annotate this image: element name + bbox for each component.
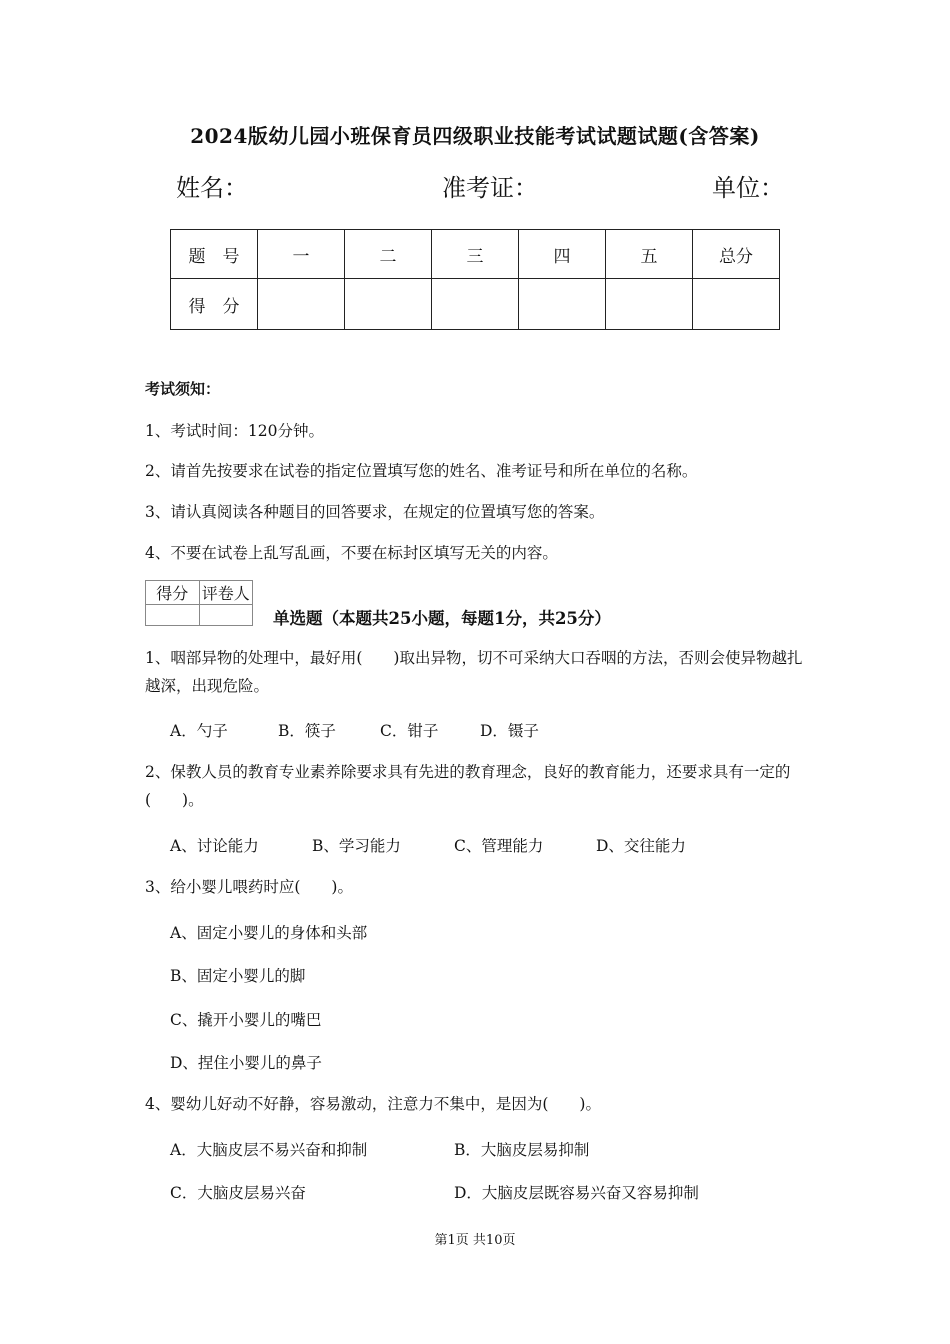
question-option: C、管理能力 [454,837,544,855]
notice-item: 4、不要在试卷上乱写乱画，不要在标封区填写无关的内容。 [145,544,558,562]
score-table-header-cell: 题 号 [171,230,258,279]
score-cell [519,279,606,330]
score-table-header-cell: 三 [432,230,519,279]
score-table [170,229,780,330]
question-option: B．大脑皮层易抑制 [454,1141,590,1159]
score-cell [606,279,693,330]
question-option: B、学习能力 [312,837,401,855]
score-row-label: 得 分 [171,279,258,330]
question-option: C．大脑皮层易兴奋 [170,1184,306,1202]
question-option: A．勺子 [170,722,228,740]
score-table-score-row [171,279,780,330]
question-option: A、讨论能力 [170,837,259,855]
page-footer: 第1页 共10页 [434,1233,516,1248]
section-title: 单选题（本题共25小题，每题1分，共25分） [273,609,611,628]
notice-title: 考试须知： [145,380,221,398]
question-option: A．大脑皮层不易兴奋和抑制 [170,1141,368,1159]
score-table-header-row [171,230,780,279]
question-option: D．大脑皮层既容易兴奋又容易抑制 [454,1184,699,1202]
question-stem: 2、保教人员的教育专业素养除要求具有先进的教育理念，良好的教育能力，还要求具有一定的( )。 [145,763,791,809]
score-cell [693,279,780,330]
unit-field-label: 单位： [712,174,784,202]
question-option: A、固定小婴儿的身体和头部 [170,924,368,942]
question-stem: 1、咽部异物的处理中，最好用( )取出异物，切不可采纳大口吞咽的方法，否则会使异物越扎越深，出现危险。 [145,649,803,695]
grader-reviewer-label: 评卷人 [199,581,253,605]
question-option: D、交往能力 [596,837,686,855]
notice-item: 2、请首先按要求在试卷的指定位置填写您的姓名、准考证号和所在单位的名称。 [145,462,698,480]
document-title: 2024版幼儿园小班保育员四级职业技能考试试题试题(含答案) [190,124,760,148]
name-field-label: 姓名： [176,174,248,202]
score-cell [258,279,345,330]
question-stem: 4、婴幼儿好动不好静，容易激动，注意力不集中，是因为( )。 [145,1095,601,1113]
grader-score-cell [146,605,200,626]
score-table-header-cell: 总分 [693,230,780,279]
score-cell [432,279,519,330]
grader-reviewer-cell [199,605,253,626]
score-cell [345,279,432,330]
question-option: C、撬开小婴儿的嘴巴 [170,1011,322,1029]
notice-item: 3、请认真阅读各种题目的回答要求，在规定的位置填写您的答案。 [145,503,605,521]
score-table-header-cell: 五 [606,230,693,279]
question-option: B．筷子 [278,722,336,740]
question-option: C．钳子 [380,722,439,740]
question-option: D、捏住小婴儿的鼻子 [170,1054,322,1072]
question-stem: 3、给小婴儿喂药时应( )。 [145,878,353,896]
exam-number-field-label: 准考证： [442,174,538,202]
grader-table [145,580,253,626]
grader-score-label: 得分 [146,581,200,605]
score-table-header-cell: 二 [345,230,432,279]
question-option: B、固定小婴儿的脚 [170,967,306,985]
question-option: D．镊子 [480,722,539,740]
score-table-header-cell: 一 [258,230,345,279]
notice-item: 1、考试时间：120分钟。 [145,422,324,440]
score-table-header-cell: 四 [519,230,606,279]
